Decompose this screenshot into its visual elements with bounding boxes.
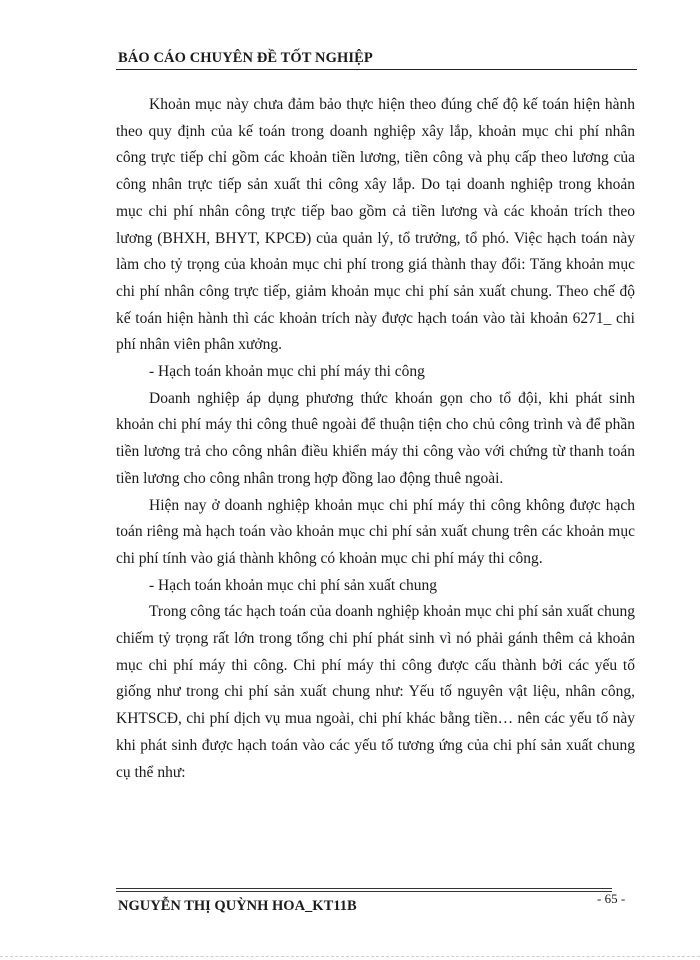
paragraph-machine-accounting: Hiện nay ở doanh nghiệp khoản mục chi phí máy thi công không được hạch toán riêng mà hạch toán vào khoản mục chi phí sản xuất chung trên các khoản mục chi phí tính vào giá thành không có khoản mục chi phí máy thi công. [116,496,635,567]
document-header-title: BÁO CÁO CHUYÊN ĐỀ TỐT NGHIỆP [118,50,373,66]
paragraph-machine-contract: Doanh nghiệp áp dụng phương thức khoán gọn cho tổ đội, khi phát sinh khoản chi phí máy thi công thuê ngoài để thuận tiện cho chủ công trình và để phần tiền lương trả cho công nhân điều khiển máy thi công vào với chứng từ thanh toán tiền lương cho công nhân trong hợp đồng lao động thuê ngoài. [116,389,635,487]
header-divider [116,69,637,70]
section-heading-overhead-cost: - Hạch toán khoản mục chi phí sản xuất chung [149,576,437,594]
footer-divider-top [116,888,612,889]
paragraph-labor-cost: Khoản mục này chưa đảm bảo thực hiện theo đúng chế độ kế toán hiện hành theo quy định của kế toán trong doanh nghiệp xây lắp, khoản mục chi phí nhân công trực tiếp chỉ gồm các khoản tiền lương, tiền công và phụ cấp theo lương của công nhân trực tiếp sản xuất thi công xây lắp. Do tại doanh nghiệp trong khoản mục chi phí nhân công trực tiếp bao gồm cả tiền lương và các khoản trích theo lương (BHXH, BHYT, KPCĐ) của quản lý, tổ trưởng, tổ phó. Việc hạch toán này làm cho tỷ trọng của khoản mục chi phí trong giá thành thay đổi: Tăng khoản mục chi phí nhân công trực tiếp, giảm khoản mục chi phí sản xuất chung. Theo chế độ kế toán hiện hành thì các khoản trích này được hạch toán vào tài khoản 6271_ chi phí nhân viên phân xưởng. [116,96,635,354]
footer-divider-bottom [116,891,612,892]
page-number: - 65 - [597,891,626,906]
footer-author: NGUYỄN THỊ QUỲNH HOA_KT11B [118,898,357,914]
section-heading-machine-cost: - Hạch toán khoản mục chi phí máy thi công [149,363,425,381]
paragraph-overhead-cost: Trong công tác hạch toán của doanh nghiệp khoản mục chi phí sản xuất chung chiếm tỷ trọng rất lớn trong tổng chi phí phát sinh vì nó phải gánh thêm cả khoản mục chi phí máy thi công. Chi phí máy thi công được cấu thành bởi các yếu tố giống như trong chi phí sản xuất chung như: Yếu tố nguyên vật liệu, nhân công, KHTSCĐ, chi phí dịch vụ mua ngoài, chi phí khác bằng tiền… nên các yếu tố này khi phát sinh được hạch toán vào các yếu tố tương ứng của chi phí sản xuất chung cụ thể như: [116,603,635,781]
document-body [116,92,635,786]
page-bottom-edge [0,956,700,957]
